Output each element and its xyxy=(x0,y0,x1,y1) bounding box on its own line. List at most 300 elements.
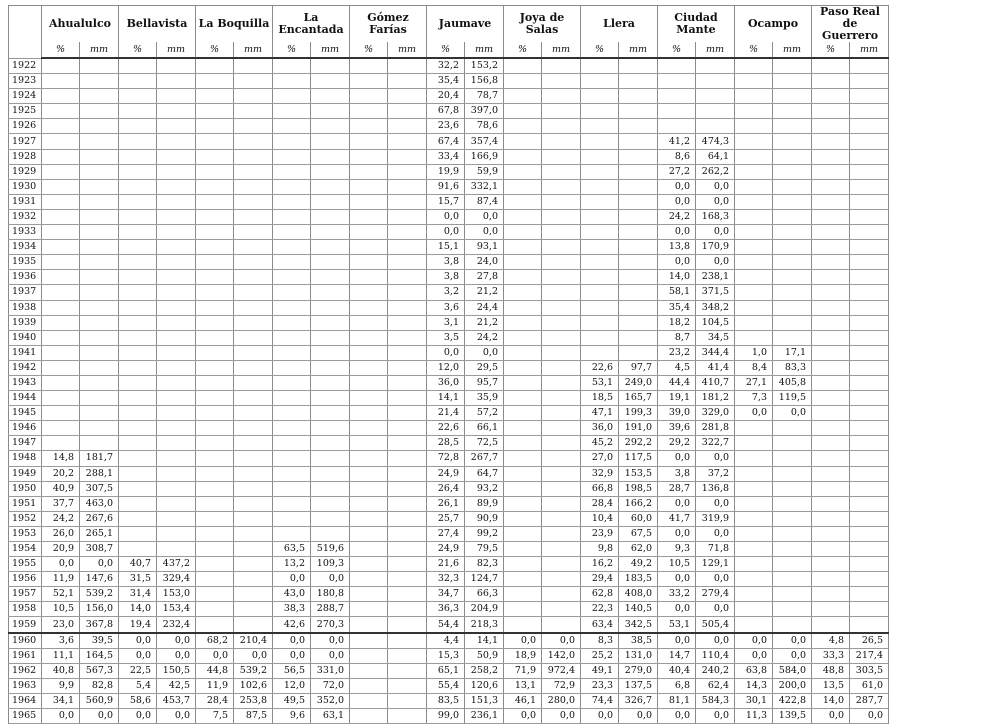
mm-cell: 218,3 xyxy=(465,617,504,633)
percent-cell xyxy=(735,617,773,633)
mm-cell xyxy=(80,134,119,149)
mm-cell xyxy=(157,255,196,270)
percent-cell xyxy=(273,451,311,466)
percent-cell xyxy=(350,270,388,285)
mm-cell xyxy=(157,436,196,451)
percent-cell xyxy=(735,300,773,315)
year-cell: 1932 xyxy=(9,209,42,224)
percent-cell: 23,2 xyxy=(658,345,696,360)
mm-cell: 17,1 xyxy=(773,345,812,360)
percent-cell: 9,6 xyxy=(273,709,311,724)
percent-cell xyxy=(504,451,542,466)
percent-cell: 13,2 xyxy=(273,557,311,572)
percent-cell: 8,7 xyxy=(658,330,696,345)
mm-cell xyxy=(157,391,196,406)
mm-cell xyxy=(388,74,427,89)
percent-cell xyxy=(119,58,157,74)
mm-cell xyxy=(619,58,658,74)
percent-cell: 66,8 xyxy=(581,481,619,496)
percent-cell: 24,2 xyxy=(658,209,696,224)
mm-cell xyxy=(157,481,196,496)
percent-cell xyxy=(504,315,542,330)
mm-cell xyxy=(157,134,196,149)
mm-cell xyxy=(619,134,658,149)
percent-cell: 91,6 xyxy=(427,179,465,194)
mm-cell: 0,0 xyxy=(157,648,196,663)
table-row xyxy=(9,104,889,119)
mm-cell xyxy=(311,89,350,104)
mm-cell: 153,4 xyxy=(157,602,196,617)
percent-cell: 56,5 xyxy=(273,663,311,678)
percent-cell xyxy=(42,285,80,300)
year-cell: 1924 xyxy=(9,89,42,104)
percent-cell: 15,3 xyxy=(427,648,465,663)
percent-cell xyxy=(273,119,311,134)
mm-cell xyxy=(80,104,119,119)
percent-cell: 19,9 xyxy=(427,164,465,179)
mm-cell xyxy=(388,164,427,179)
mm-cell xyxy=(773,74,812,89)
percent-cell: 14,1 xyxy=(427,391,465,406)
year-cell: 1963 xyxy=(9,678,42,693)
percent-cell xyxy=(504,179,542,194)
percent-cell: 44,8 xyxy=(196,663,234,678)
mm-cell xyxy=(311,360,350,375)
mm-cell xyxy=(542,421,581,436)
mm-cell xyxy=(850,587,889,602)
mm-cell xyxy=(388,572,427,587)
percent-cell: 28,4 xyxy=(196,693,234,708)
percent-cell xyxy=(581,255,619,270)
mm-cell xyxy=(388,391,427,406)
percent-cell xyxy=(119,89,157,104)
percent-cell xyxy=(273,255,311,270)
mm-cell xyxy=(542,542,581,557)
mm-cell xyxy=(234,436,273,451)
percent-cell xyxy=(735,270,773,285)
rainfall-table xyxy=(8,5,889,724)
mm-cell: 348,2 xyxy=(696,300,735,315)
percent-cell xyxy=(42,300,80,315)
percent-cell xyxy=(350,633,388,649)
percent-cell: 22,6 xyxy=(581,360,619,375)
mm-cell xyxy=(388,179,427,194)
mm-cell xyxy=(850,406,889,421)
mm-cell xyxy=(542,436,581,451)
mm-cell xyxy=(619,209,658,224)
mm-cell xyxy=(311,511,350,526)
mm-cell xyxy=(388,617,427,633)
station-header-row xyxy=(9,6,889,43)
mm-cell xyxy=(850,360,889,375)
percent-cell xyxy=(812,89,850,104)
table-row xyxy=(9,391,889,406)
percent-cell: 0,0 xyxy=(119,648,157,663)
mm-cell xyxy=(388,451,427,466)
percent-cell xyxy=(42,225,80,240)
mm-cell xyxy=(234,542,273,557)
mm-cell xyxy=(542,617,581,633)
mm-cell xyxy=(388,663,427,678)
percent-cell xyxy=(196,119,234,134)
mm-cell: 303,5 xyxy=(850,663,889,678)
mm-cell xyxy=(80,330,119,345)
mm-cell xyxy=(388,270,427,285)
mm-cell: 210,4 xyxy=(234,633,273,649)
mm-cell xyxy=(311,526,350,541)
percent-cell: 21,4 xyxy=(427,406,465,421)
mm-cell: 147,6 xyxy=(80,572,119,587)
mm-cell xyxy=(388,481,427,496)
mm-cell: 519,6 xyxy=(311,542,350,557)
mm-cell xyxy=(388,255,427,270)
year-cell: 1957 xyxy=(9,587,42,602)
mm-cell: 279,0 xyxy=(619,663,658,678)
percent-cell xyxy=(42,209,80,224)
percent-cell: 40,4 xyxy=(658,663,696,678)
percent-cell: 36,0 xyxy=(581,421,619,436)
mm-cell xyxy=(850,345,889,360)
station-header: Ciudad Mante xyxy=(658,6,735,43)
percent-cell xyxy=(42,421,80,436)
mm-cell: 41,4 xyxy=(696,360,735,375)
percent-cell xyxy=(735,179,773,194)
percent-cell xyxy=(42,119,80,134)
station-header: Bellavista xyxy=(119,6,196,43)
percent-cell: 14,8 xyxy=(42,451,80,466)
percent-cell xyxy=(350,104,388,119)
mm-cell xyxy=(773,104,812,119)
mm-cell xyxy=(234,421,273,436)
mm-cell xyxy=(542,119,581,134)
mm-cell: 72,9 xyxy=(542,678,581,693)
table-row xyxy=(9,496,889,511)
percent-cell xyxy=(350,255,388,270)
mm-cell: 62,0 xyxy=(619,542,658,557)
mm-cell xyxy=(157,421,196,436)
mm-cell xyxy=(157,209,196,224)
percent-cell xyxy=(196,526,234,541)
mm-cell xyxy=(850,104,889,119)
percent-cell xyxy=(812,194,850,209)
mm-cell: 0,0 xyxy=(696,633,735,649)
mm-cell xyxy=(542,315,581,330)
mm-cell xyxy=(80,270,119,285)
mm-cell xyxy=(157,104,196,119)
mm-cell xyxy=(619,330,658,345)
percent-cell xyxy=(812,587,850,602)
mm-cell xyxy=(157,194,196,209)
percent-cell xyxy=(504,617,542,633)
mm-cell: 329,4 xyxy=(157,572,196,587)
percent-cell xyxy=(504,436,542,451)
mm-cell xyxy=(311,74,350,89)
percent-cell: 0,0 xyxy=(658,633,696,649)
percent-cell xyxy=(812,436,850,451)
mm-cell xyxy=(619,285,658,300)
percent-cell xyxy=(119,481,157,496)
mm-cell xyxy=(311,285,350,300)
mm-cell xyxy=(850,436,889,451)
percent-cell xyxy=(504,194,542,209)
mm-cell xyxy=(542,285,581,300)
percent-cell xyxy=(504,74,542,89)
mm-cell xyxy=(234,104,273,119)
mm-unit-header: mm xyxy=(157,42,196,58)
percent-cell xyxy=(812,164,850,179)
percent-cell xyxy=(350,511,388,526)
percent-cell xyxy=(735,255,773,270)
percent-cell: 7,3 xyxy=(735,391,773,406)
mm-cell: 0,0 xyxy=(696,709,735,724)
mm-cell xyxy=(619,179,658,194)
table-row xyxy=(9,421,889,436)
percent-cell xyxy=(273,74,311,89)
percent-cell xyxy=(196,240,234,255)
percent-cell: 29,2 xyxy=(658,436,696,451)
percent-cell: 9,3 xyxy=(658,542,696,557)
mm-cell xyxy=(388,194,427,209)
mm-cell xyxy=(850,74,889,89)
station-header: Ahualulco xyxy=(42,6,119,43)
mm-cell xyxy=(773,557,812,572)
percent-cell xyxy=(812,542,850,557)
percent-cell: 5,4 xyxy=(119,678,157,693)
mm-cell: 27,8 xyxy=(465,270,504,285)
percent-cell: 99,0 xyxy=(427,709,465,724)
mm-cell xyxy=(80,194,119,209)
percent-cell xyxy=(196,451,234,466)
percent-cell xyxy=(581,134,619,149)
mm-cell xyxy=(80,119,119,134)
percent-cell xyxy=(812,557,850,572)
year-cell: 1936 xyxy=(9,270,42,285)
mm-cell xyxy=(311,330,350,345)
mm-cell: 124,7 xyxy=(465,572,504,587)
mm-cell xyxy=(234,345,273,360)
percent-cell xyxy=(581,58,619,74)
mm-cell xyxy=(311,104,350,119)
percent-cell xyxy=(350,345,388,360)
mm-cell: 474,3 xyxy=(696,134,735,149)
percent-cell xyxy=(504,526,542,541)
mm-cell xyxy=(157,58,196,74)
mm-cell: 0,0 xyxy=(696,602,735,617)
percent-cell xyxy=(42,104,80,119)
percent-cell: 19,1 xyxy=(658,391,696,406)
mm-cell: 49,2 xyxy=(619,557,658,572)
percent-cell xyxy=(581,164,619,179)
mm-cell xyxy=(542,89,581,104)
percent-cell: 42,6 xyxy=(273,617,311,633)
mm-cell xyxy=(388,134,427,149)
table-row xyxy=(9,451,889,466)
mm-cell xyxy=(311,225,350,240)
mm-cell xyxy=(388,375,427,390)
mm-cell xyxy=(542,255,581,270)
mm-cell xyxy=(388,119,427,134)
percent-cell: 14,0 xyxy=(812,693,850,708)
percent-cell: 0,0 xyxy=(735,633,773,649)
mm-cell xyxy=(157,285,196,300)
station-header: Jaumave xyxy=(427,6,504,43)
mm-cell xyxy=(388,587,427,602)
percent-cell xyxy=(42,375,80,390)
mm-cell xyxy=(157,225,196,240)
percent-cell: 36,0 xyxy=(427,375,465,390)
mm-cell xyxy=(773,330,812,345)
table-row xyxy=(9,270,889,285)
mm-cell xyxy=(80,240,119,255)
percent-cell xyxy=(350,709,388,724)
year-cell: 1931 xyxy=(9,194,42,209)
mm-cell: 253,8 xyxy=(234,693,273,708)
mm-cell xyxy=(80,74,119,89)
percent-cell xyxy=(273,164,311,179)
mm-cell xyxy=(311,391,350,406)
percent-cell: 0,0 xyxy=(658,602,696,617)
year-cell: 1929 xyxy=(9,164,42,179)
percent-cell xyxy=(196,617,234,633)
mm-cell: 0,0 xyxy=(850,709,889,724)
mm-cell: 39,5 xyxy=(80,633,119,649)
mm-cell xyxy=(234,270,273,285)
mm-cell xyxy=(696,74,735,89)
mm-cell: 99,2 xyxy=(465,526,504,541)
percent-cell: 3,6 xyxy=(42,633,80,649)
mm-cell: 281,8 xyxy=(696,421,735,436)
percent-cell: 31,4 xyxy=(119,587,157,602)
percent-cell xyxy=(350,663,388,678)
mm-cell xyxy=(388,89,427,104)
mm-cell: 0,0 xyxy=(773,633,812,649)
percent-cell xyxy=(273,134,311,149)
mm-cell xyxy=(619,89,658,104)
percent-cell xyxy=(735,557,773,572)
percent-cell xyxy=(42,436,80,451)
table-row xyxy=(9,617,889,633)
mm-cell: 258,2 xyxy=(465,663,504,678)
table-row xyxy=(9,511,889,526)
mm-cell: 24,2 xyxy=(465,330,504,345)
station-header: La Encantada xyxy=(273,6,350,43)
mm-cell xyxy=(619,164,658,179)
mm-cell: 153,5 xyxy=(619,466,658,481)
percent-cell: 1,0 xyxy=(735,345,773,360)
mm-cell xyxy=(850,466,889,481)
mm-cell xyxy=(234,557,273,572)
mm-cell: 332,1 xyxy=(465,179,504,194)
table-row xyxy=(9,255,889,270)
percent-cell: 0,0 xyxy=(658,526,696,541)
table-row xyxy=(9,164,889,179)
table-row xyxy=(9,375,889,390)
percent-cell: 20,9 xyxy=(42,542,80,557)
mm-cell: 0,0 xyxy=(465,209,504,224)
mm-cell: 279,4 xyxy=(696,587,735,602)
table-row xyxy=(9,285,889,300)
mm-cell xyxy=(157,164,196,179)
mm-cell: 539,2 xyxy=(80,587,119,602)
table-row xyxy=(9,209,889,224)
mm-cell xyxy=(157,466,196,481)
mm-cell xyxy=(850,496,889,511)
mm-cell xyxy=(773,89,812,104)
year-cell: 1962 xyxy=(9,663,42,678)
mm-cell xyxy=(542,572,581,587)
unit-header-row xyxy=(9,42,889,58)
percent-cell xyxy=(196,225,234,240)
mm-cell xyxy=(619,104,658,119)
percent-cell xyxy=(350,542,388,557)
percent-cell xyxy=(196,542,234,557)
mm-cell xyxy=(388,496,427,511)
mm-cell xyxy=(388,602,427,617)
percent-cell xyxy=(350,149,388,164)
mm-cell: 288,7 xyxy=(311,602,350,617)
mm-cell: 95,7 xyxy=(465,375,504,390)
percent-cell xyxy=(735,134,773,149)
mm-cell xyxy=(157,240,196,255)
mm-cell: 26,5 xyxy=(850,633,889,649)
percent-cell xyxy=(196,572,234,587)
percent-cell: 63,5 xyxy=(273,542,311,557)
percent-cell: 34,7 xyxy=(427,587,465,602)
percent-cell: 10,4 xyxy=(581,511,619,526)
year-cell: 1946 xyxy=(9,421,42,436)
percent-cell: 0,0 xyxy=(658,194,696,209)
percent-cell: 26,1 xyxy=(427,496,465,511)
mm-cell: 287,7 xyxy=(850,693,889,708)
mm-cell xyxy=(388,330,427,345)
station-header: Paso Real de Guerrero xyxy=(812,6,889,43)
year-cell: 1927 xyxy=(9,134,42,149)
mm-cell xyxy=(850,481,889,496)
mm-cell xyxy=(773,436,812,451)
percent-cell: 74,4 xyxy=(581,693,619,708)
percent-cell xyxy=(196,209,234,224)
percent-cell: 8,6 xyxy=(658,149,696,164)
mm-cell xyxy=(696,119,735,134)
mm-cell: 0,0 xyxy=(619,709,658,724)
mm-cell xyxy=(234,617,273,633)
mm-cell xyxy=(80,421,119,436)
mm-cell xyxy=(542,149,581,164)
mm-cell: 140,5 xyxy=(619,602,658,617)
percent-cell xyxy=(273,240,311,255)
percent-cell xyxy=(735,164,773,179)
percent-cell: 9,8 xyxy=(581,542,619,557)
percent-cell xyxy=(504,164,542,179)
percent-cell: 41,7 xyxy=(658,511,696,526)
mm-cell: 0,0 xyxy=(696,526,735,541)
percent-cell xyxy=(581,315,619,330)
mm-cell xyxy=(234,255,273,270)
percent-cell xyxy=(658,104,696,119)
percent-cell xyxy=(812,330,850,345)
table-row xyxy=(9,360,889,375)
percent-cell xyxy=(119,255,157,270)
mm-cell xyxy=(157,406,196,421)
percent-cell xyxy=(196,194,234,209)
percent-cell xyxy=(119,466,157,481)
mm-cell xyxy=(542,300,581,315)
percent-cell xyxy=(119,300,157,315)
mm-cell xyxy=(773,526,812,541)
percent-cell xyxy=(350,360,388,375)
mm-cell xyxy=(234,451,273,466)
percent-cell: 67,4 xyxy=(427,134,465,149)
